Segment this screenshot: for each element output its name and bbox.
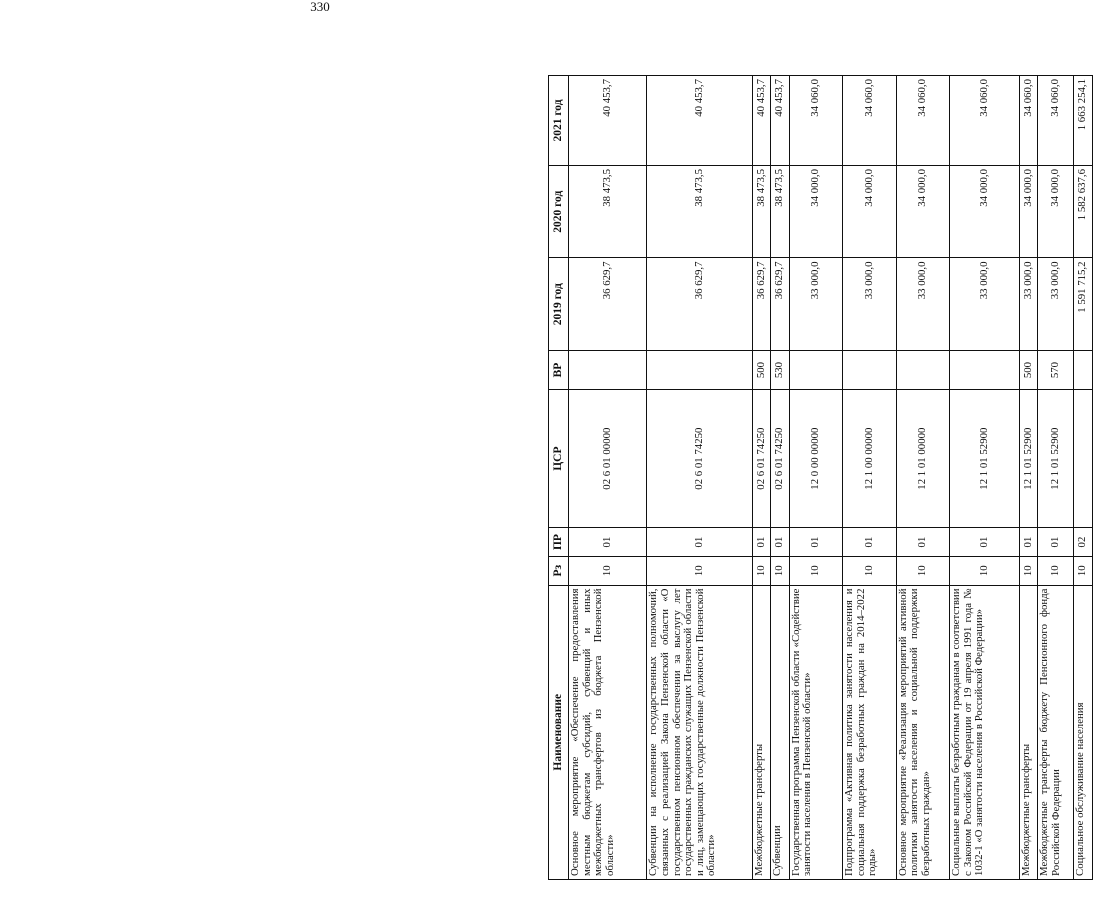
cell-pr: 01 (1020, 528, 1038, 557)
cell-vr (896, 351, 950, 390)
table-row (950, 76, 1020, 880)
table-row (753, 76, 771, 880)
cell-y2021: 34 060,0 (843, 76, 897, 166)
cell-csr: 12 1 01 52900 (1038, 390, 1074, 528)
header-csr: ЦСР (549, 390, 569, 528)
cell-vr (843, 351, 897, 390)
cell-name: Субвенции на исполнение государственных полномочий, связанных с реализацией Закона Пензенской области «О государственном пенсионном обеспечении за выслугу лет государственных гражданских служащих Пензенской области и лиц, замещающих государственные должности Пензенской области» (647, 585, 753, 879)
cell-pr: 01 (647, 528, 753, 557)
cell-vr (569, 351, 647, 390)
cell-y2020: 38 473,5 (753, 165, 771, 258)
table-row (647, 76, 753, 880)
cell-rz: 10 (789, 556, 843, 585)
cell-rz: 10 (843, 556, 897, 585)
cell-name: Подпрограмма «Активная политика занятости населения и социальная поддержка безработных граждан на 2014–2022 годы» (843, 585, 897, 879)
cell-y2021: 40 453,7 (771, 76, 789, 166)
header-row (549, 76, 569, 880)
cell-pr: 01 (950, 528, 1020, 557)
cell-vr: 500 (753, 351, 771, 390)
table-row (896, 76, 950, 880)
cell-csr: 12 1 01 52900 (1020, 390, 1038, 528)
cell-name: Социальное обслуживание населения (1074, 585, 1093, 879)
cell-name: Государственная программа Пензенской области «Содействие занятости населения в Пензенской области» (789, 585, 843, 879)
cell-y2021: 1 663 254,1 (1074, 76, 1093, 166)
cell-csr: 02 6 01 74250 (753, 390, 771, 528)
cell-y2021: 34 060,0 (1020, 76, 1038, 166)
cell-pr: 01 (1038, 528, 1074, 557)
cell-y2019: 33 000,0 (1038, 258, 1074, 351)
cell-y2020: 38 473,5 (647, 165, 753, 258)
cell-y2020: 1 582 637,6 (1074, 165, 1093, 258)
cell-y2019: 36 629,7 (569, 258, 647, 351)
cell-y2019: 33 000,0 (1020, 258, 1038, 351)
cell-y2021: 34 060,0 (789, 76, 843, 166)
table-row (789, 76, 843, 880)
cell-rz: 10 (1020, 556, 1038, 585)
cell-name: Основное мероприятие «Реализация мероприятий активной политики занятости населения и социальной поддержки безработных граждан» (896, 585, 950, 879)
cell-pr: 01 (753, 528, 771, 557)
cell-y2019: 33 000,0 (896, 258, 950, 351)
cell-csr: 12 0 00 00000 (789, 390, 843, 528)
table-row (569, 76, 647, 880)
cell-csr: 02 6 01 00000 (569, 390, 647, 528)
cell-y2019: 33 000,0 (789, 258, 843, 351)
cell-rz: 10 (569, 556, 647, 585)
table-row (1020, 76, 1038, 880)
header-2020: 2020 год (549, 165, 569, 258)
cell-vr (647, 351, 753, 390)
cell-y2021: 34 060,0 (950, 76, 1020, 166)
cell-y2020: 34 000,0 (1038, 165, 1074, 258)
cell-y2019: 33 000,0 (950, 258, 1020, 351)
cell-y2019: 33 000,0 (843, 258, 897, 351)
cell-vr: 530 (771, 351, 789, 390)
header-2019: 2019 год (549, 258, 569, 351)
cell-rz: 10 (950, 556, 1020, 585)
cell-csr: 02 6 01 74250 (771, 390, 789, 528)
cell-name: Субвенции (771, 585, 789, 879)
cell-rz: 10 (1038, 556, 1074, 585)
cell-pr: 01 (771, 528, 789, 557)
cell-rz: 10 (647, 556, 753, 585)
table-row (771, 76, 789, 880)
cell-vr: 570 (1038, 351, 1074, 390)
cell-vr (789, 351, 843, 390)
header-rz: Рз (549, 556, 569, 585)
header-name: Наименование (549, 585, 569, 879)
cell-rz: 10 (896, 556, 950, 585)
table-row (843, 76, 897, 880)
cell-name: Межбюджетные трансферты бюджету Пенсионного фонда Российской Федерации (1038, 585, 1074, 879)
cell-y2020: 34 000,0 (896, 165, 950, 258)
cell-csr: 12 1 01 00000 (896, 390, 950, 528)
budget-table (548, 75, 1093, 880)
cell-y2021: 34 060,0 (896, 76, 950, 166)
header-vr: ВР (549, 351, 569, 390)
cell-y2020: 34 000,0 (950, 165, 1020, 258)
cell-csr: 02 6 01 74250 (647, 390, 753, 528)
cell-y2020: 38 473,5 (569, 165, 647, 258)
header-pr: ПР (549, 528, 569, 557)
cell-pr: 02 (1074, 528, 1093, 557)
cell-pr: 01 (569, 528, 647, 557)
cell-y2019: 36 629,7 (647, 258, 753, 351)
cell-rz: 10 (753, 556, 771, 585)
cell-csr: 12 1 00 00000 (843, 390, 897, 528)
cell-vr (950, 351, 1020, 390)
rotated-table-container (548, 75, 1093, 880)
cell-y2019: 1 591 715,2 (1074, 258, 1093, 351)
cell-y2019: 36 629,7 (771, 258, 789, 351)
cell-csr: 12 1 01 52900 (950, 390, 1020, 528)
cell-y2021: 34 060,0 (1038, 76, 1074, 166)
cell-vr (1074, 351, 1093, 390)
cell-y2020: 34 000,0 (789, 165, 843, 258)
cell-y2020: 38 473,5 (771, 165, 789, 258)
cell-y2020: 34 000,0 (1020, 165, 1038, 258)
header-2021: 2021 год (549, 76, 569, 166)
table-row (1038, 76, 1074, 880)
cell-y2021: 40 453,7 (569, 76, 647, 166)
cell-y2021: 40 453,7 (753, 76, 771, 166)
cell-pr: 01 (843, 528, 897, 557)
cell-pr: 01 (789, 528, 843, 557)
cell-y2020: 34 000,0 (843, 165, 897, 258)
cell-vr: 500 (1020, 351, 1038, 390)
cell-y2021: 40 453,7 (647, 76, 753, 166)
cell-y2019: 36 629,7 (753, 258, 771, 351)
page-number: 330 (310, 0, 330, 14)
table-row (1074, 76, 1093, 880)
cell-name: Основное мероприятие «Обеспечение предоставления местным бюджетам субсидий, субвенций и иных межбюджетных трансфертов из бюджета Пензенской области» (569, 585, 647, 879)
cell-rz: 10 (771, 556, 789, 585)
cell-name: Межбюджетные трансферты (753, 585, 771, 879)
cell-pr: 01 (896, 528, 950, 557)
cell-csr (1074, 390, 1093, 528)
cell-name: Социальные выплаты безработным гражданам в соответствии с Законом Российской Федерации от 19 апреля 1991 года № 1032-1 «О занятости населения в Российской Федерации» (950, 585, 1020, 879)
cell-rz: 10 (1074, 556, 1093, 585)
cell-name: Межбюджетные трансферты (1020, 585, 1038, 879)
